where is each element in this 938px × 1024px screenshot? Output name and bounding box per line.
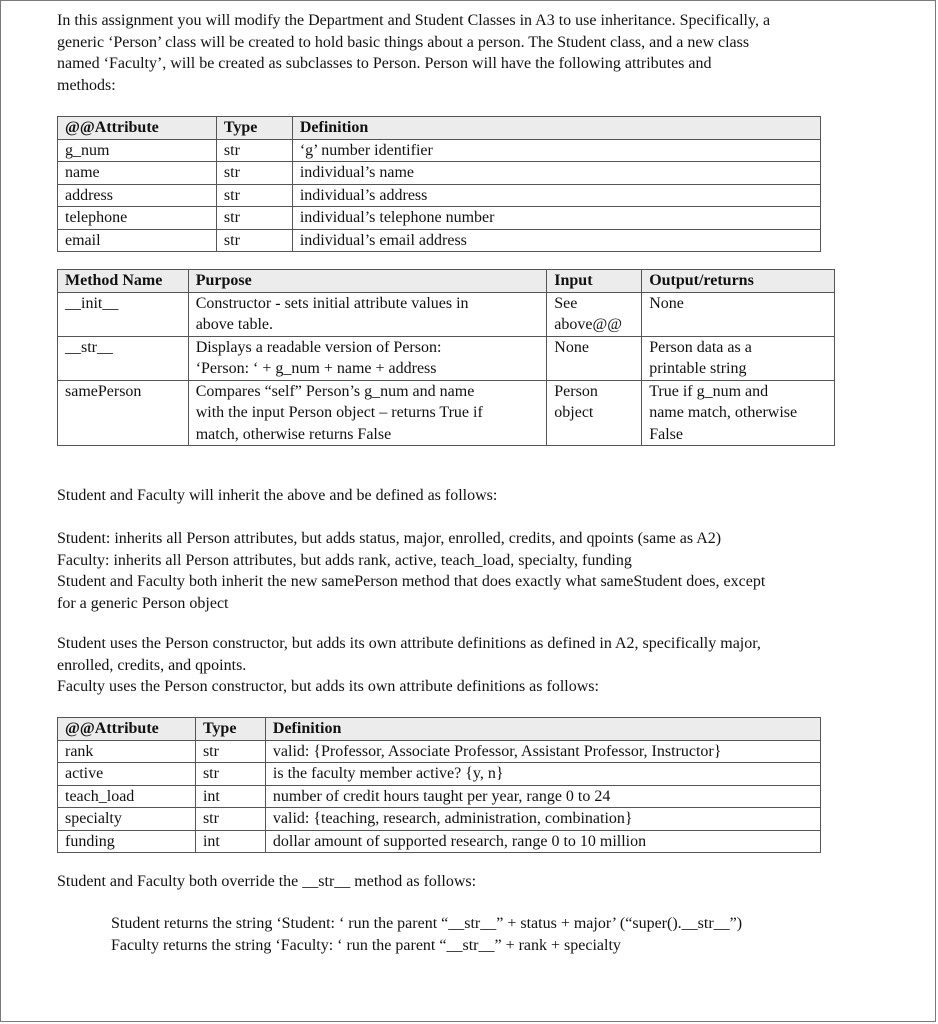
definition-line: for a generic Person object — [57, 594, 229, 612]
input-line: object — [554, 404, 594, 421]
attribute-definition: individual’s email address — [292, 229, 820, 252]
method-output — [642, 292, 835, 336]
attribute-type: str — [216, 207, 292, 230]
input-line: above@@ — [554, 316, 622, 333]
attribute-name: g_num — [58, 139, 217, 162]
table-header-row — [58, 718, 821, 741]
purpose-line: ‘Person: ‘ + g_num + name + address — [195, 360, 437, 377]
attribute-type: int — [195, 830, 265, 853]
table-header-row — [58, 270, 835, 293]
purpose-line: Constructor - sets initial attribute values in — [195, 294, 469, 312]
output-line: Person data as a — [649, 338, 752, 356]
input-line: See — [554, 294, 578, 312]
attribute-name: email — [58, 229, 217, 252]
attribute-type: int — [195, 785, 265, 808]
attribute-name: funding — [58, 830, 196, 853]
attribute-definition: individual’s address — [292, 184, 820, 207]
purpose-line: Displays a readable version of Person: — [195, 338, 442, 356]
table-row — [58, 740, 821, 763]
table-header-row — [58, 117, 821, 140]
attribute-type: str — [216, 229, 292, 252]
inherit-paragraph: Student and Faculty will inherit the above and be defined as follows: — [57, 487, 498, 504]
output-line: name match, otherwise — [649, 404, 798, 421]
intro-line: methods: — [57, 76, 116, 94]
method-input — [547, 336, 642, 380]
attribute-definition: individual’s telephone number — [292, 207, 820, 230]
header-output: Output/returns — [642, 270, 835, 293]
header-attribute: @@Attribute — [58, 117, 217, 140]
output-line: True if g_num and — [649, 382, 769, 400]
attribute-definition: ‘g’ number identifier — [292, 139, 820, 162]
intro-line: In this assignment you will modify the Department and Student Classes in A3 to use inheritance. Specifically, a — [57, 12, 771, 29]
header-purpose: Purpose — [188, 270, 547, 293]
attribute-name: teach_load — [58, 785, 196, 808]
method-purpose — [188, 292, 547, 336]
header-type: Type — [195, 718, 265, 741]
attribute-name: rank — [58, 740, 196, 763]
attribute-name: specialty — [58, 808, 196, 831]
constructor-line: Student uses the Person constructor, but adds its own attribute definitions as defined in A2, specifically major, — [57, 635, 761, 652]
method-input — [547, 380, 642, 446]
purpose-line: with the input Person object – returns True if — [195, 404, 483, 421]
method-input — [547, 292, 642, 336]
override-line: Student returns the string ‘Student: ‘ run the parent “__str__” + status + major’ (“super().__str__”) — [111, 915, 743, 932]
attribute-definition: dollar amount of supported research, range 0 to 10 million — [265, 830, 820, 853]
attribute-name: address — [58, 184, 217, 207]
purpose-line: Compares “self” Person’s g_num and name — [195, 382, 475, 400]
intro-line: generic ‘Person’ class will be created to hold basic things about a person. The Student class, and a new class — [57, 33, 750, 51]
input-line: None — [554, 338, 589, 356]
input-line: Person — [554, 382, 598, 400]
definition-line: Student and Faculty both inherit the new samePerson method that does exactly what sameStudent does, except — [57, 573, 766, 590]
constructor-line: enrolled, credits, and qpoints. — [57, 656, 247, 674]
definition-line: Faculty: inherits all Person attributes, but adds rank, active, teach_load, specialty, funding — [57, 551, 632, 569]
method-name: __init__ — [58, 292, 189, 336]
constructor-line: Faculty uses the Person constructor, but adds its own attribute definitions as follows: — [57, 678, 599, 695]
attribute-name: name — [58, 162, 217, 185]
attribute-type: str — [216, 162, 292, 185]
table-row — [58, 336, 835, 380]
table-row — [58, 229, 821, 252]
override-details-paragraph — [111, 913, 891, 956]
output-line: False — [649, 425, 683, 443]
attribute-definition: number of credit hours taught per year, range 0 to 24 — [265, 785, 820, 808]
header-definition: Definition — [265, 718, 820, 741]
attribute-definition: is the faculty member active? {y, n} — [265, 763, 820, 786]
method-name: __str__ — [58, 336, 189, 380]
table-row — [58, 808, 821, 831]
table-row — [58, 162, 821, 185]
purpose-line: above table. — [195, 316, 273, 333]
table-row — [58, 207, 821, 230]
header-attribute: @@Attribute — [58, 718, 196, 741]
intro-paragraph — [57, 10, 887, 96]
purpose-line: match, otherwise returns False — [195, 425, 392, 443]
faculty-attribute-table — [57, 717, 821, 853]
table-row — [58, 785, 821, 808]
attribute-definition: individual’s name — [292, 162, 820, 185]
attribute-type: str — [216, 139, 292, 162]
table-row — [58, 763, 821, 786]
intro-line: named ‘Faculty’, will be created as subclasses to Person. Person will have the following attributes and — [57, 55, 712, 72]
header-method-name: Method Name — [58, 270, 189, 293]
attribute-definition: valid: {Professor, Associate Professor, Assistant Professor, Instructor} — [265, 740, 820, 763]
constructor-paragraph — [57, 633, 887, 698]
attribute-type: str — [216, 184, 292, 207]
method-output — [642, 380, 835, 446]
attribute-type: str — [195, 763, 265, 786]
attribute-name: telephone — [58, 207, 217, 230]
definition-line: Student: inherits all Person attributes, but adds status, major, enrolled, credits, and qpoints (same as A2) — [57, 530, 722, 547]
override-paragraph: Student and Faculty both override the __str__ method as follows: — [57, 873, 477, 890]
header-definition: Definition — [292, 117, 820, 140]
output-line: printable string — [649, 360, 747, 377]
attribute-type: str — [195, 808, 265, 831]
method-purpose — [188, 336, 547, 380]
attribute-name: active — [58, 763, 196, 786]
output-line: None — [649, 294, 684, 312]
method-output — [642, 336, 835, 380]
table-row — [58, 830, 821, 853]
header-type: Type — [216, 117, 292, 140]
override-line: Faculty returns the string ‘Faculty: ‘ run the parent “__str__” + rank + specialty — [111, 936, 621, 954]
method-purpose — [188, 380, 547, 446]
table-row — [58, 292, 835, 336]
student-faculty-definition-paragraph — [57, 528, 887, 614]
table-row — [58, 184, 821, 207]
attribute-type: str — [195, 740, 265, 763]
person-attribute-table — [57, 116, 821, 252]
table-row — [58, 380, 835, 446]
attribute-definition: valid: {teaching, research, administration, combination} — [265, 808, 820, 831]
method-name: samePerson — [58, 380, 189, 446]
person-method-table — [57, 269, 835, 446]
header-input: Input — [547, 270, 642, 293]
table-row — [58, 139, 821, 162]
